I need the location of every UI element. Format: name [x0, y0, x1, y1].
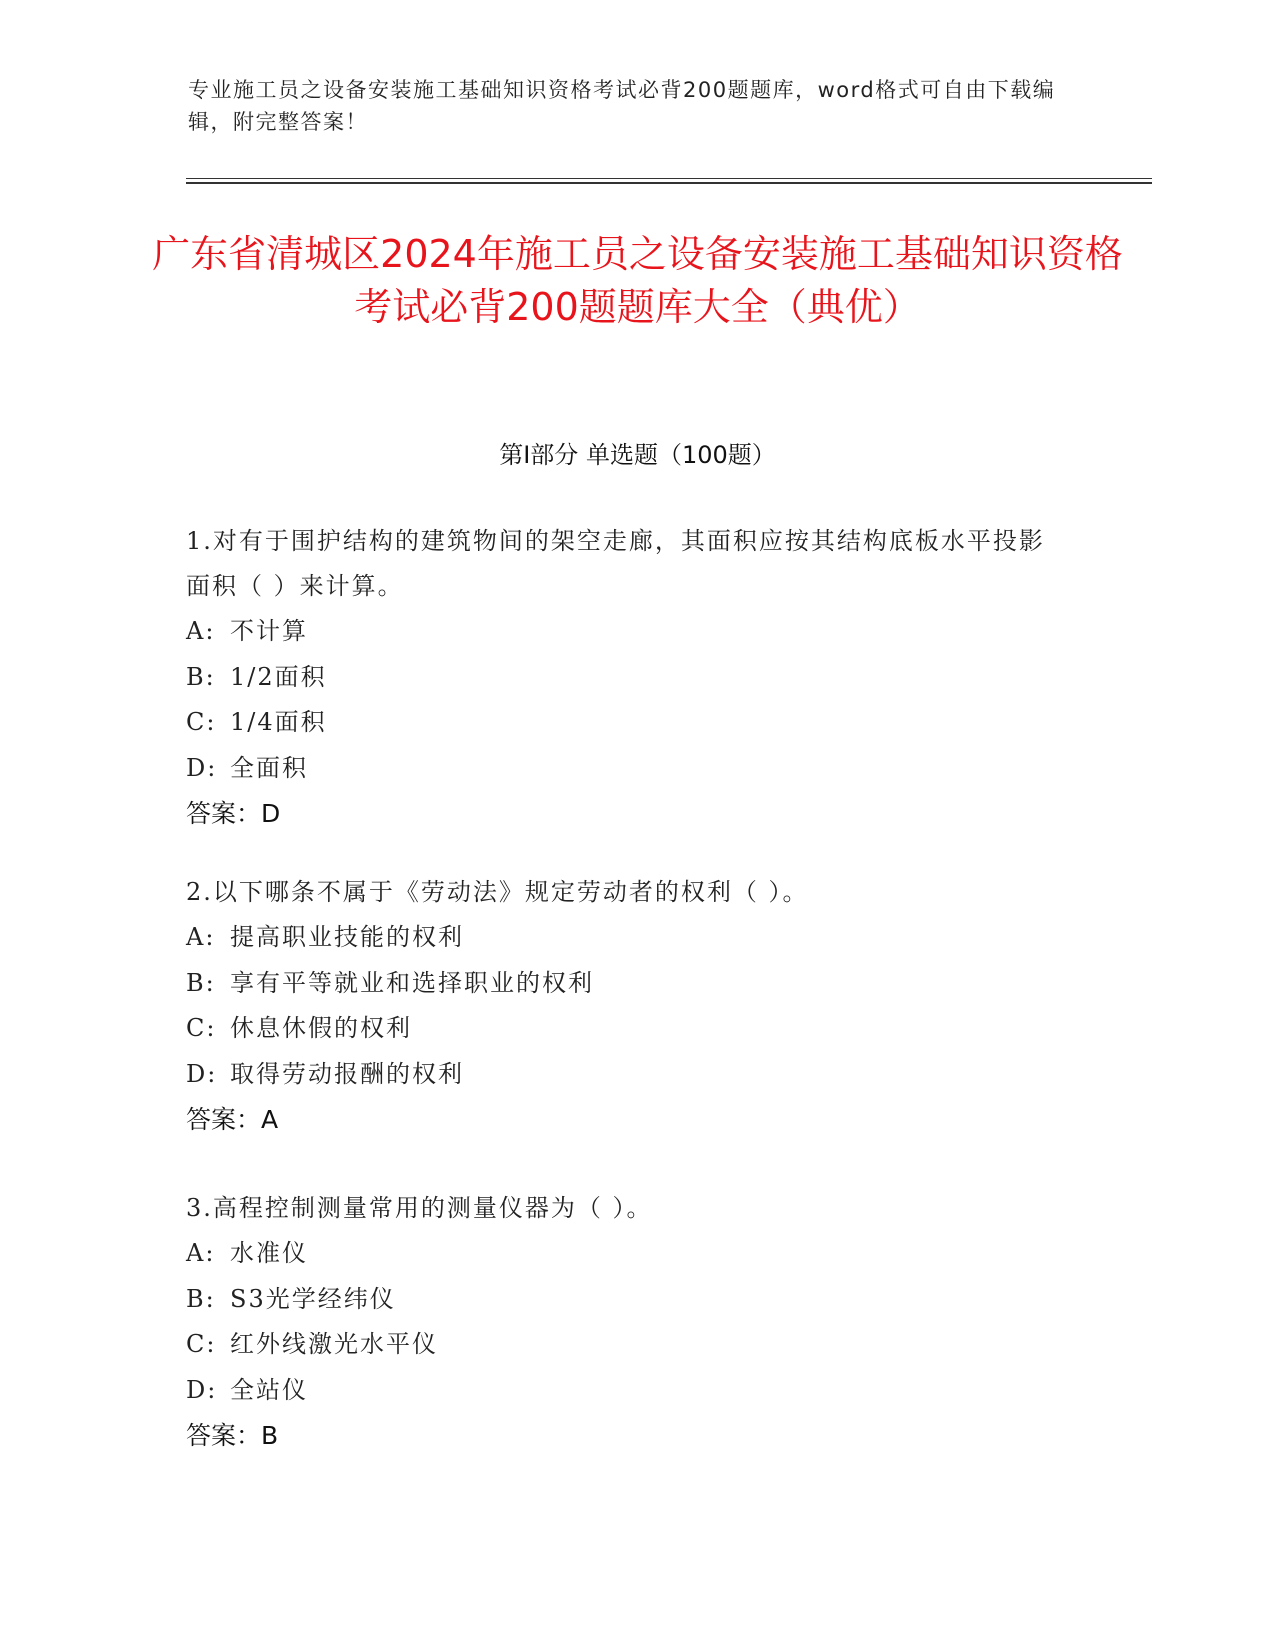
- option-key: B:: [186, 968, 216, 997]
- option-key: C:: [186, 1330, 217, 1358]
- option-b: [186, 1277, 1066, 1323]
- option-b: [186, 961, 1066, 1007]
- option-text: S3光学经纬仪: [230, 1284, 396, 1313]
- question-stem: 1.对有于围护结构的建筑物间的架空走廊，其面积应按其结构底板水平投影面积（ ）来计算。: [186, 527, 1045, 600]
- option-a: [186, 915, 1066, 961]
- option-key: B:: [186, 1284, 216, 1313]
- question-1: [186, 519, 1066, 836]
- option-a: [186, 1231, 1066, 1277]
- header-note: 专业施工员之设备安装施工基础知识资格考试必背200题题库，word格式可自由下载编辑，附完整答案！: [188, 78, 1056, 134]
- option-text: 1/2面积: [230, 662, 327, 691]
- option-d: [186, 1052, 1066, 1098]
- option-key: D:: [186, 1375, 218, 1404]
- option-text: 红外线激光水平仪: [230, 1330, 438, 1358]
- question-stem: 2.以下哪条不属于《劳动法》规定劳动者的权利（ ）。: [186, 878, 809, 906]
- question-2: [186, 870, 1066, 1142]
- option-text: 全站仪: [230, 1375, 308, 1404]
- option-c: [186, 1006, 1066, 1052]
- answer: 答案：B: [186, 1421, 279, 1450]
- header-divider-thick: [186, 182, 1152, 184]
- option-text: 取得劳动报酬的权利: [230, 1059, 464, 1088]
- option-a: [186, 609, 1066, 655]
- option-text: 休息休假的权利: [230, 1014, 412, 1042]
- option-text: 提高职业技能的权利: [230, 923, 464, 951]
- option-text: 1/4面积: [230, 708, 327, 736]
- option-key: D:: [186, 753, 218, 782]
- option-key: C:: [186, 708, 217, 736]
- option-c: [186, 700, 1066, 746]
- question-stem: 3.高程控制测量常用的测量仪器为（ ）。: [186, 1194, 653, 1222]
- option-text: 享有平等就业和选择职业的权利: [230, 968, 594, 997]
- option-d: [186, 746, 1066, 792]
- option-d: [186, 1368, 1066, 1414]
- option-b: [186, 655, 1066, 701]
- question-3: [186, 1186, 1066, 1458]
- option-key: B:: [186, 662, 216, 691]
- option-key: A:: [186, 923, 216, 951]
- section-title: 第I部分 单选题（100题）: [499, 441, 776, 469]
- option-text: 不计算: [230, 617, 308, 645]
- option-key: A:: [186, 1239, 216, 1267]
- answer: 答案：A: [186, 1105, 279, 1134]
- header-divider-thin: [186, 178, 1152, 179]
- option-c: [186, 1322, 1066, 1368]
- answer: 答案：D: [186, 799, 281, 828]
- option-key: A:: [186, 617, 216, 645]
- option-key: D:: [186, 1059, 218, 1088]
- option-key: C:: [186, 1014, 217, 1042]
- option-text: 全面积: [230, 753, 308, 782]
- option-text: 水准仪: [230, 1239, 308, 1267]
- document-title: 广东省清城区2024年施工员之设备安装施工基础知识资格考试必背200题题库大全（典优）: [152, 232, 1123, 329]
